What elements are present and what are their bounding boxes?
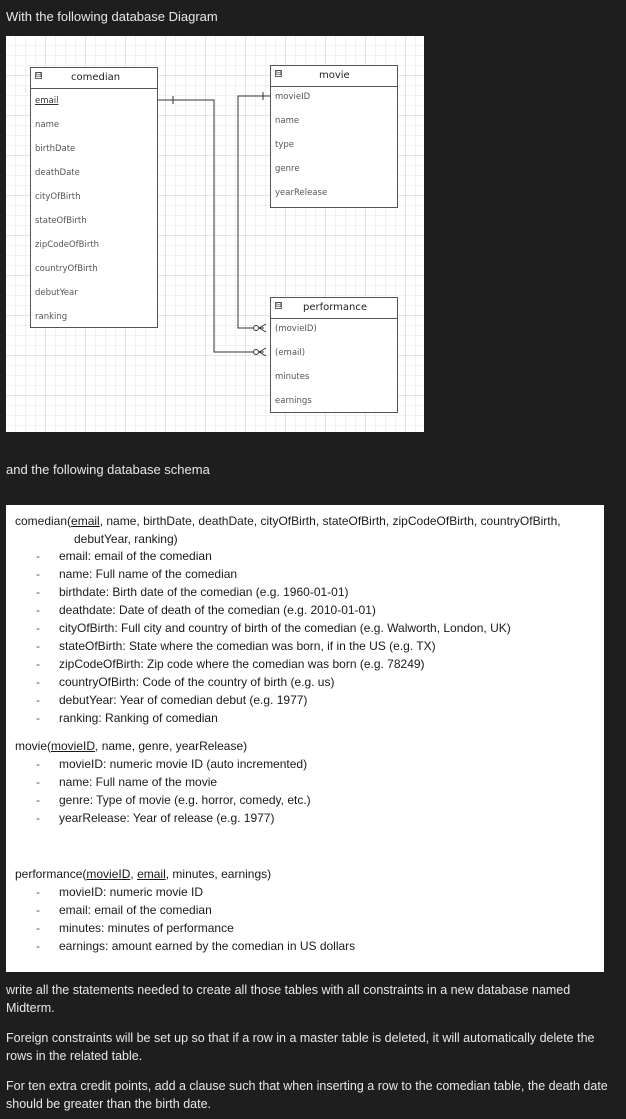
sig-rest: , name, genre, yearRelease) xyxy=(95,739,248,753)
bullet: - xyxy=(36,657,40,671)
instruction-paragraph: Foreign constraints will be set up so that if a row in a master table is deleted, it will automatically delete the rows in the related table. xyxy=(6,1031,595,1063)
field-movieid: movieID xyxy=(275,92,311,102)
bullet: - xyxy=(36,549,40,563)
movie-item: name: Full name of the movie xyxy=(59,775,218,789)
entity-title: movie xyxy=(319,70,350,81)
field-deathdate: deathDate xyxy=(35,168,80,178)
performance-signature xyxy=(15,867,271,881)
comedian-signature-cont: debutYear, ranking) xyxy=(74,532,178,546)
comedian-item: name: Full name of the comedian xyxy=(59,567,238,581)
bullet: - xyxy=(36,621,40,635)
field-name: name xyxy=(35,120,60,130)
zero-mark-performance-email xyxy=(254,350,259,355)
bullet: - xyxy=(36,939,40,953)
comedian-item: cityOfBirth: Full city and country of birth of the comedian (e.g. Walworth, London, UK) xyxy=(59,621,511,635)
bullet: - xyxy=(36,711,40,725)
field-genre: genre xyxy=(275,164,300,174)
entity-title: performance xyxy=(303,302,368,313)
bullet: - xyxy=(36,639,40,653)
movie-entity xyxy=(270,65,398,208)
comedian-item: ranking: Ranking of comedian xyxy=(59,711,218,725)
schema-box xyxy=(6,505,604,972)
movie-signature xyxy=(15,739,247,753)
bullet: - xyxy=(36,603,40,617)
performance-item: email: email of the comedian xyxy=(59,903,212,917)
performance-entity xyxy=(270,297,398,413)
movie-item: genre: Type of movie (e.g. horror, comedy, etc.) xyxy=(59,793,311,807)
sig-primary-key: email xyxy=(71,514,100,528)
field-earnings: earnings xyxy=(275,396,312,406)
sig-prefix: movie( xyxy=(15,739,52,753)
field-countryofbirth: countryOfBirth xyxy=(35,264,98,274)
comedian-item: birthdate: Birth date of the comedian (e.g. 1960-01-01) xyxy=(59,585,349,599)
comedian-item: debutYear: Year of comedian debut (e.g. 1977) xyxy=(59,693,308,707)
bullet: - xyxy=(36,693,40,707)
comedian-item: countryOfBirth: Code of the country of birth (e.g. us) xyxy=(59,675,335,689)
field-email: email xyxy=(35,96,59,106)
entity-title: comedian xyxy=(71,72,121,83)
bullet: - xyxy=(36,793,40,807)
collapse-icon[interactable]: ⊟ xyxy=(276,69,282,77)
sig-separator: , xyxy=(130,867,138,881)
instruction-paragraph: write all the statements needed to create all those tables with all constraints in a new database named Midterm. xyxy=(6,983,571,1015)
sig-prefix: comedian( xyxy=(15,514,72,528)
bullet: - xyxy=(36,903,40,917)
bullet: - xyxy=(36,567,40,581)
field-minutes: minutes xyxy=(275,372,310,382)
intro-text: With the following database Diagram xyxy=(6,9,218,24)
relation-movie-performance xyxy=(238,96,270,328)
performance-item: movieID: numeric movie ID xyxy=(59,885,204,899)
bullet: - xyxy=(36,675,40,689)
field-ranking: ranking xyxy=(35,312,68,322)
field-birthdate: birthDate xyxy=(35,144,76,154)
er-diagram xyxy=(6,36,424,432)
performance-item: minutes: minutes of performance xyxy=(59,921,234,935)
movie-item: movieID: numeric movie ID (auto incremented) xyxy=(59,757,308,771)
bullet: - xyxy=(36,757,40,771)
field-stateofbirth: stateOfBirth xyxy=(35,216,87,226)
schema-intro-text: and the following database schema xyxy=(6,462,210,477)
bullet: - xyxy=(36,775,40,789)
sig-primary-key: movieID xyxy=(86,867,131,881)
bullet: - xyxy=(36,811,40,825)
comedian-item: email: email of the comedian xyxy=(59,549,212,563)
field-name: name xyxy=(275,116,300,126)
bullet: - xyxy=(36,921,40,935)
comedian-item: stateOfBirth: State where the comedian was born, if in the US (e.g. TX) xyxy=(59,639,436,653)
sig-prefix: performance( xyxy=(15,867,87,881)
performance-item: earnings: amount earned by the comedian in US dollars xyxy=(59,939,356,953)
movie-item: yearRelease: Year of release (e.g. 1977) xyxy=(59,811,275,825)
field-type: type xyxy=(275,140,294,150)
field-yearrelease: yearRelease xyxy=(275,188,328,198)
sig-rest: , minutes, earnings) xyxy=(165,867,272,881)
field-movieid-fk: (movieID) xyxy=(275,324,317,334)
instruction-paragraph: For ten extra credit points, add a clause such that when inserting a row to the comedian table, the death date should be greater than the birth date. xyxy=(6,1079,608,1111)
relation-comedian-performance xyxy=(158,100,264,352)
sig-rest: , name, birthDate, deathDate, cityOfBirth, stateOfBirth, zipCodeOfBirth, countryOfBirth, xyxy=(99,514,561,528)
comedian-item: deathdate: Date of death of the comedian (e.g. 2010-01-01) xyxy=(59,603,376,617)
bullet: - xyxy=(36,585,40,599)
field-email-fk: (email) xyxy=(275,348,306,358)
collapse-icon[interactable]: ⊟ xyxy=(36,71,42,79)
zero-mark-performance-movieid xyxy=(254,326,259,331)
field-debutyear: debutYear xyxy=(35,288,78,298)
comedian-item: zipCodeOfBirth: Zip code where the comedian was born (e.g. 78249) xyxy=(59,657,425,671)
comedian-signature xyxy=(15,514,561,528)
sig-primary-key: movieID xyxy=(51,739,96,753)
field-cityofbirth: cityOfBirth xyxy=(35,192,81,202)
field-zipcodeofbirth: zipCodeOfBirth xyxy=(35,240,100,250)
collapse-icon[interactable]: ⊟ xyxy=(276,301,282,309)
comedian-entity xyxy=(30,67,158,328)
sig-primary-key: email xyxy=(137,867,166,881)
bullet: - xyxy=(36,885,40,899)
